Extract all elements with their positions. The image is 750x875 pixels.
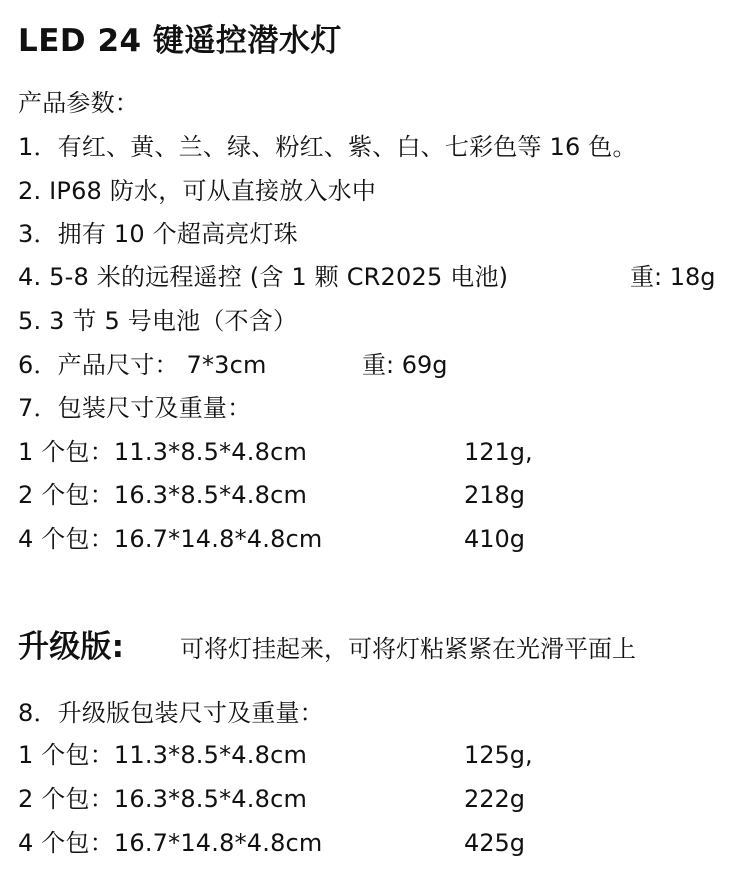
upgrade-packaging-heading: 8．升级版包装尺寸及重量： xyxy=(18,699,324,727)
feature-7: 7．包装尺寸及重量： xyxy=(18,394,252,422)
upgrade-packaging-2-size: 2 个包：16.3*8.5*4.8cm xyxy=(18,785,308,813)
page-title: LED 24 键遥控潜水灯 xyxy=(18,23,342,59)
upgrade-label: 升级版: xyxy=(18,629,125,665)
feature-2: 2. IP68 防水，可从直接放入水中 xyxy=(18,177,377,205)
feature-1: 1．有红、黄、兰、绿、粉红、紫、白、七彩色等 16 色。 xyxy=(18,133,637,161)
feature-5: 5. 3 节 5 号电池（不含） xyxy=(18,307,298,335)
upgrade-packaging-3-size: 4 个包：16.7*14.8*4.8cm xyxy=(18,829,323,857)
packaging-1-weight: 121g, xyxy=(464,438,533,466)
product-weight: 重: 69g xyxy=(362,351,448,379)
packaging-1-size: 1 个包：11.3*8.5*4.8cm xyxy=(18,438,308,466)
feature-4: 4. 5-8 米的远程遥控 (含 1 颗 CR2025 电池) xyxy=(18,263,509,291)
upgrade-packaging-1-weight: 125g, xyxy=(464,741,533,769)
feature-6: 6．产品尺寸： 7*3cm xyxy=(18,351,267,379)
upgrade-packaging-3-weight: 425g xyxy=(464,829,526,857)
upgrade-description: 可将灯挂起来，可将灯粘紧紧在光滑平面上 xyxy=(180,635,636,663)
packaging-2-weight: 218g xyxy=(464,481,526,509)
remote-weight: 重: 18g xyxy=(630,263,716,291)
packaging-2-size: 2 个包：16.3*8.5*4.8cm xyxy=(18,481,308,509)
feature-3: 3．拥有 10 个超高亮灯珠 xyxy=(18,220,298,248)
packaging-3-weight: 410g xyxy=(464,525,526,553)
upgrade-packaging-2-weight: 222g xyxy=(464,785,526,813)
packaging-3-size: 4 个包：16.7*14.8*4.8cm xyxy=(18,525,323,553)
params-heading: 产品参数： xyxy=(18,89,139,117)
upgrade-packaging-1-size: 1 个包：11.3*8.5*4.8cm xyxy=(18,741,308,769)
